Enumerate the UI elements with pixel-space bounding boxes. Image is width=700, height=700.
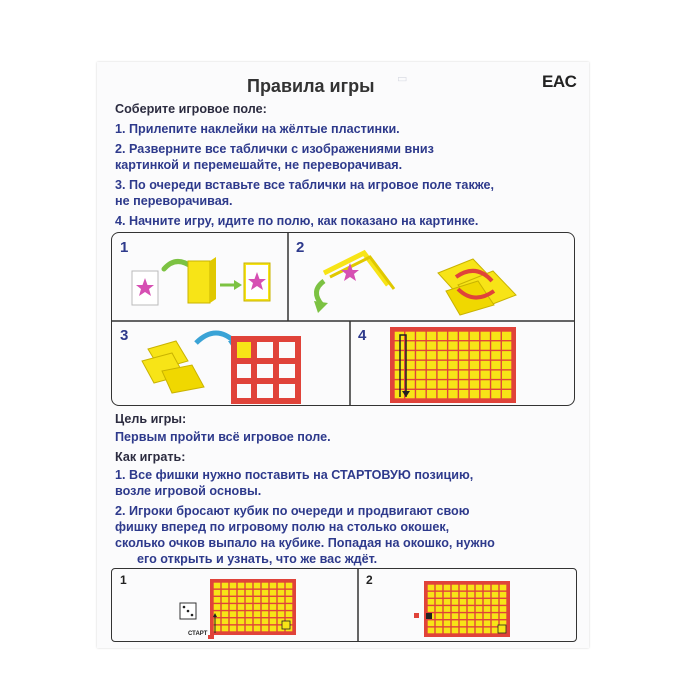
board-cell: [448, 351, 457, 359]
board-cell: [238, 626, 245, 632]
howto-line-4: фишку вперед по игровому полю на столько окошек,: [115, 520, 450, 534]
board-cell: [500, 599, 507, 605]
board-cell: [492, 606, 499, 612]
rules-sheet: [97, 62, 589, 648]
board-cell: [436, 585, 443, 591]
board-cell: [500, 606, 507, 612]
board-cell: [460, 620, 467, 626]
board-cell: [444, 585, 451, 591]
board-cell: [416, 341, 425, 349]
board-cell: [476, 613, 483, 619]
step-number-3: 3: [120, 327, 129, 344]
board-cell: [470, 371, 479, 379]
board-cell: [460, 592, 467, 598]
board-cell: [481, 390, 490, 398]
board-cell: [230, 618, 237, 624]
board-cell: [214, 590, 221, 596]
board-cell: [459, 332, 468, 340]
board-cell: [262, 626, 269, 632]
board-cell: [436, 592, 443, 598]
board-cell: [238, 590, 245, 596]
board-cell: [448, 371, 457, 379]
board-cell: [452, 592, 459, 598]
board-cell: [270, 590, 277, 596]
step-number-1: 1: [120, 239, 129, 256]
board-cell: [476, 592, 483, 598]
board-cell: [468, 599, 475, 605]
board-cell: [476, 620, 483, 626]
howto-line-1: 1. Все фишки нужно поставить на СТАРТОВУЮ позицию,: [115, 468, 474, 482]
play-number-2: 2: [366, 573, 373, 587]
board-cell: [444, 592, 451, 598]
board-cell: [484, 613, 491, 619]
step1-sticker-illustration: [112, 233, 288, 321]
board-cell: [254, 583, 261, 589]
board-cell: [270, 611, 277, 617]
board-cell: [405, 371, 414, 379]
board-cell: [438, 341, 447, 349]
board-cell: [428, 592, 435, 598]
board-cell: [222, 590, 229, 596]
board-cell: [405, 332, 414, 340]
assemble-line-1: 1. Прилепите наклейки на жёлтые пластинки.: [115, 122, 400, 136]
howto-heading: Как играть:: [115, 450, 186, 464]
board-cell: [491, 380, 500, 388]
board-cell: [405, 351, 414, 359]
board-cell: [502, 371, 511, 379]
board-cell: [484, 628, 491, 634]
board-cell: [428, 599, 435, 605]
board-cell: [444, 628, 451, 634]
board-cell: [278, 597, 285, 603]
board-cell: [428, 628, 435, 634]
board-cell: [246, 604, 253, 610]
board-cell: [468, 592, 475, 598]
board-cell: [491, 341, 500, 349]
board-cell: [452, 620, 459, 626]
steps-illustration: [111, 232, 575, 406]
board-cell: [427, 341, 436, 349]
board-cell: [254, 626, 261, 632]
board-cell: [214, 583, 221, 589]
board-cell: [222, 611, 229, 617]
board-cell: [491, 371, 500, 379]
board-cell: [262, 597, 269, 603]
board-cell: [444, 620, 451, 626]
board-cell: [230, 590, 237, 596]
page-title: Правила игры: [247, 76, 375, 96]
board-cell: [438, 351, 447, 359]
board-cell: [448, 390, 457, 398]
board-cell: [484, 592, 491, 598]
board-cell: [484, 585, 491, 591]
board-cell: [484, 599, 491, 605]
board-cell: [484, 606, 491, 612]
board-cell: [214, 604, 221, 610]
board-cell: [459, 341, 468, 349]
board-cell: [230, 583, 237, 589]
board-cell: [405, 361, 414, 369]
board-cell: [468, 613, 475, 619]
step3-insert-illustration: [112, 321, 350, 405]
board-cell: [270, 626, 277, 632]
board-cell: [448, 380, 457, 388]
board-cell: [428, 606, 435, 612]
board-cell: [500, 585, 507, 591]
board-cell: [270, 618, 277, 624]
board-cell: [459, 371, 468, 379]
board-cell: [459, 380, 468, 388]
board-cell: [230, 626, 237, 632]
board-cell: [286, 590, 293, 596]
board-cell: [222, 626, 229, 632]
board-cell: [448, 341, 457, 349]
board-cell: [238, 597, 245, 603]
board-cell: [481, 351, 490, 359]
board-cell: [436, 599, 443, 605]
board-cell: [246, 590, 253, 596]
board-cell: [246, 583, 253, 589]
board-cell: [448, 332, 457, 340]
board-cell: [416, 390, 425, 398]
board-cell: [438, 332, 447, 340]
board-cell: [481, 371, 490, 379]
board-cell: [502, 341, 511, 349]
board-cell: [246, 618, 253, 624]
howto-line-5: сколько очков выпало на кубике. Попадая на окошко, нужно: [115, 536, 495, 550]
board-cell: [481, 332, 490, 340]
goal-text: Первым пройти всё игровое поле.: [115, 430, 331, 444]
board-cell: [452, 613, 459, 619]
board-cell: [238, 611, 245, 617]
board-cell: [460, 599, 467, 605]
board-cell: [492, 592, 499, 598]
board-cell: [405, 380, 414, 388]
board-cell: [460, 628, 467, 634]
board-cell: [270, 604, 277, 610]
howto-line-2: возле игровой основы.: [115, 484, 262, 498]
board-cell: [427, 361, 436, 369]
board-cell: [470, 380, 479, 388]
board-cell: [416, 332, 425, 340]
board-cell: [502, 380, 511, 388]
board-cell: [438, 390, 447, 398]
board-cell: [238, 583, 245, 589]
play-number-1: 1: [120, 573, 127, 587]
board-cell: [278, 583, 285, 589]
board-cell: [222, 597, 229, 603]
board-cell: [230, 604, 237, 610]
assemble-line-4: 3. По очереди вставьте все таблички на игровое поле также,: [115, 178, 495, 192]
board-cell: [476, 585, 483, 591]
play-illustration: [111, 568, 577, 642]
board-cell: [238, 604, 245, 610]
board-cell: [246, 626, 253, 632]
board-cell: [262, 590, 269, 596]
board-cell: [502, 351, 511, 359]
board-cell: [492, 599, 499, 605]
board-cell: [460, 613, 467, 619]
board-cell: [436, 620, 443, 626]
board-cell: [278, 611, 285, 617]
step-number-2: 2: [296, 239, 305, 256]
board-cell: [452, 606, 459, 612]
goal-heading: Цель игры:: [115, 412, 187, 426]
board-cell: [278, 590, 285, 596]
board-cell: [448, 361, 457, 369]
board-cell: [452, 599, 459, 605]
board-cell: [254, 611, 261, 617]
assemble-line-5: не переворачивая.: [115, 194, 233, 208]
board-cell: [476, 599, 483, 605]
reverse-side-ghost: ▭: [397, 73, 408, 85]
board-cell: [492, 620, 499, 626]
board-cell: [427, 332, 436, 340]
board-cell: [286, 597, 293, 603]
board-cell: [438, 380, 447, 388]
board-cell: [444, 613, 451, 619]
board-cell: [230, 611, 237, 617]
board-cell: [436, 613, 443, 619]
board-cell: [502, 332, 511, 340]
board-cell: [452, 628, 459, 634]
board-cell: [470, 361, 479, 369]
board-cell: [254, 597, 261, 603]
play2-board: [358, 569, 576, 641]
board-cell: [270, 597, 277, 603]
board-cell: [502, 390, 511, 398]
board-cell: [427, 351, 436, 359]
board-cell: [476, 606, 483, 612]
board-cell: [222, 618, 229, 624]
step2-shuffle-illustration: [288, 233, 574, 321]
howto-line-6: его открыть и узнать, что же вас ждёт.: [137, 552, 378, 566]
start-label: СТАРТ: [188, 631, 208, 637]
board-cell: [444, 599, 451, 605]
board-cell: [254, 604, 261, 610]
board-cell: [246, 611, 253, 617]
board-cell: [459, 351, 468, 359]
step4-board-path-illustration: [350, 321, 574, 405]
board-cell: [460, 606, 467, 612]
board-cell: [214, 597, 221, 603]
board-cell: [262, 611, 269, 617]
board-cell: [286, 583, 293, 589]
board-cell: [416, 371, 425, 379]
board-cell: [492, 628, 499, 634]
assemble-line-2: 2. Разверните все таблички с изображениями вниз: [115, 142, 434, 156]
board-cell: [222, 583, 229, 589]
assemble-heading: Соберите игровое поле:: [115, 102, 267, 116]
board-cell: [427, 390, 436, 398]
board-cell: [416, 361, 425, 369]
board-cell: [468, 585, 475, 591]
board-cell: [230, 597, 237, 603]
board-cell: [470, 351, 479, 359]
board-cell: [436, 628, 443, 634]
assemble-line-3: картинкой и перемешайте, не переворачивая.: [115, 158, 403, 172]
board-cell: [500, 592, 507, 598]
board-cell: [452, 585, 459, 591]
board-cell: [444, 606, 451, 612]
eac-mark: EAC: [542, 72, 577, 91]
board-cell: [427, 380, 436, 388]
board-cell: [246, 597, 253, 603]
board-cell: [492, 585, 499, 591]
board-cell: [254, 590, 261, 596]
board-cell: [438, 361, 447, 369]
board-cell: [262, 583, 269, 589]
board-cell: [460, 585, 467, 591]
board-cell: [481, 361, 490, 369]
board-cell: [438, 371, 447, 379]
board-cell: [491, 332, 500, 340]
board-cell: [468, 628, 475, 634]
howto-line-3: 2. Игроки бросают кубик по очереди и продвигают свою: [115, 504, 470, 518]
board-cell: [262, 618, 269, 624]
board-cell: [405, 341, 414, 349]
board-cell: [491, 351, 500, 359]
board-cell: [468, 606, 475, 612]
board-cell: [459, 361, 468, 369]
board-cell: [491, 361, 500, 369]
board-cell: [468, 620, 475, 626]
board-cell: [470, 341, 479, 349]
board-cell: [481, 380, 490, 388]
step-number-4: 4: [358, 327, 367, 344]
board-cell: [481, 341, 490, 349]
board-cell: [476, 628, 483, 634]
board-cell: [436, 606, 443, 612]
board-cell: [427, 371, 436, 379]
board-cell: [500, 613, 507, 619]
play1-board: [112, 569, 358, 641]
board-cell: [502, 361, 511, 369]
board-cell: [470, 390, 479, 398]
board-cell: [491, 390, 500, 398]
assemble-line-6: 4. Начните игру, идите по полю, как показано на картинке.: [115, 214, 479, 228]
board-cell: [492, 613, 499, 619]
board-cell: [484, 620, 491, 626]
board-cell: [428, 585, 435, 591]
board-cell: [459, 390, 468, 398]
board-cell: [238, 618, 245, 624]
board-cell: [286, 611, 293, 617]
board-cell: [286, 604, 293, 610]
board-cell: [254, 618, 261, 624]
board-cell: [416, 351, 425, 359]
board-cell: [222, 604, 229, 610]
board-cell: [470, 332, 479, 340]
board-cell: [270, 583, 277, 589]
board-cell: [278, 604, 285, 610]
board-cell: [428, 620, 435, 626]
board-cell: [416, 380, 425, 388]
board-cell: [262, 604, 269, 610]
